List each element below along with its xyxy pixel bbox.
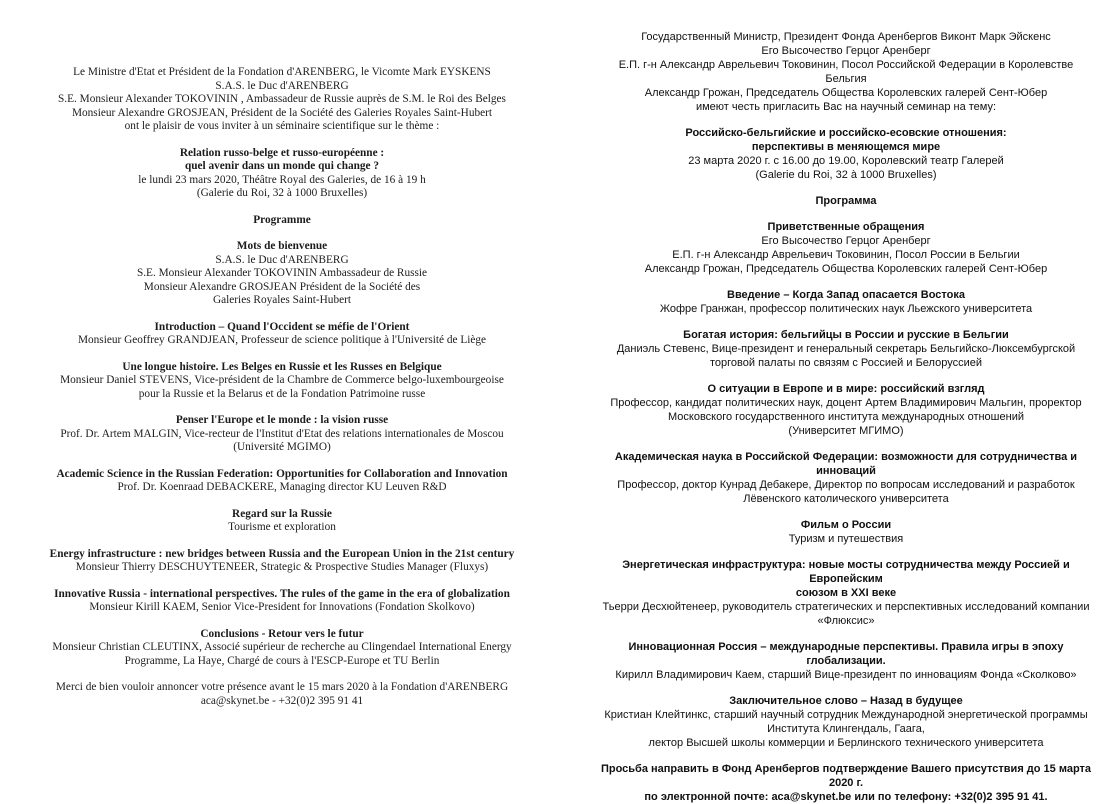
heading-line: Relation russo-belge et russo-européenne : (179, 146, 385, 159)
body-line: (Galerie du Roi, 32 à 1000 Bruxelles) (196, 187, 368, 199)
program-section (598, 328, 1094, 370)
program-section (598, 288, 1094, 316)
body-line: S.A.S. le Duc d'ARENBERG (215, 253, 349, 266)
body-line: ont le plaisir de vous inviter à un séminaire scientifique sur le thème : (124, 120, 440, 132)
heading-line: Programme (253, 213, 311, 226)
body-line: Жофре Гранжан, профессор политических наук Льежского университета (659, 303, 1033, 315)
body-line: 23 марта 2020 г. с 16.00 до 19.00, Королевский театр Галерей (688, 155, 1004, 167)
body-line: Его Высочество Герцог Аренберг (761, 45, 931, 57)
body-line: Кристиан Клейтинкс, старший научный сотрудник Международной энергетической программы (604, 709, 1088, 721)
body-line: Monsieur Christian CLEUTINX, Associé supérieur de recherche au Clingendael International Energy (52, 641, 512, 653)
body-line: Monsieur Geoffrey GRANDJEAN, Professeur de science politique à l'Université de Liège (77, 334, 487, 346)
program-section (36, 214, 528, 228)
heading-line: инноваций (816, 465, 876, 477)
heading-line: Программа (815, 195, 877, 207)
body-line: Туризм и путешествия (788, 533, 904, 545)
body-line: Е.П. г-н Александр Аврельевич Токовинин, Посол России в Бельгии (672, 249, 1020, 261)
heading-line: Introduction – Quand l'Occident se méfie de l'Orient (154, 320, 410, 333)
heading-line: Просьба направить в Фонд Аренбергов подтверждение Вашего присутствия до 15 марта 2020 г. (600, 763, 1092, 789)
body-line: Тьерри Десхюйтенеер, руководитель стратегических и перспективных исследований компании (602, 601, 1090, 613)
body-line: Профессор, кандидат политических наук, доцент Артем Владимирович Мальгин, проректор (610, 397, 1082, 409)
heading-line: Энергетическая инфраструктура: новые мосты сотрудничества между Россией и Европейским (622, 559, 1070, 585)
program-section (36, 508, 528, 535)
body-line: aca@skynet.be - +32(0)2 395 91 41 (200, 694, 364, 707)
body-line: торговой палаты по связям с Россией и Белоруссией (710, 357, 982, 369)
body-line: Александр Грожан, Председатель Общества Королевских галерей Сент-Юбер (644, 263, 1048, 275)
program-section (598, 762, 1094, 804)
body-line: (Galerie du Roi, 32 à 1000 Bruxelles) (755, 169, 937, 181)
program-section (36, 414, 528, 455)
program-section (36, 628, 528, 669)
heading-line: Заключительное слово – Назад в будущее (729, 695, 963, 707)
heading-line: Инновационная Россия – международные перспективы. Правила игры в эпоху глобализации. (628, 641, 1064, 667)
body-line: Prof. Dr. Artem MALGIN, Vice-recteur de l'Institut d'Etat des relations internationales de Moscou (60, 427, 504, 440)
body-line: Государственный Министр, Президент Фонда Аренбергов Виконт Марк Эйскенс (641, 31, 1051, 43)
body-line: лектор Высшей школы коммерции и Берлинского технического университета (648, 737, 1044, 749)
heading-line: Академическая наука в Российской Федерации: возможности для сотрудничества и (614, 451, 1078, 463)
heading-line: Приветственные обращения (767, 221, 925, 233)
body-line: le lundi 23 mars 2020, Théâtre Royal des Galeries, de 16 à 19 h (138, 173, 426, 186)
body-line: Александр Грожан, Председатель Общества Королевских галерей Сент-Юбер (644, 87, 1048, 99)
body-line: Monsieur Alexandre GROSJEAN, Président de la Société des Galeries Royales Saint-Hubert (71, 106, 493, 119)
french-program-column (36, 66, 528, 708)
program-section (598, 558, 1094, 628)
heading-line: Penser l'Europe et le monde : la vision russe (175, 414, 389, 426)
heading-line: О ситуации в Европе и в мире: российский взгляд (707, 383, 985, 395)
heading-line: Academic Science in the Russian Federation: Opportunities for Collaboration and Innovation (56, 467, 508, 480)
program-section (598, 126, 1094, 182)
body-line: «Флюксис» (817, 615, 875, 627)
body-line: Tourisme et exploration (228, 521, 336, 533)
body-line: Prof. Dr. Koenraad DEBACKERE, Managing director KU Leuven R&D (117, 481, 447, 493)
program-section (36, 468, 528, 495)
heading-line: Богатая история: бельгийцы в России и русские в Бельгии (683, 329, 1009, 341)
body-line: Профессор, доктор Кунрад Дебакере, Директор по вопросам исследований и разработок (617, 479, 1075, 491)
program-section (598, 450, 1094, 506)
program-section (36, 588, 528, 615)
body-line: Даниэль Стевенс, Вице-президент и генеральный секретарь Бельгийско-Люксембургской (616, 343, 1076, 355)
russian-program-column (598, 30, 1094, 804)
program-section (598, 518, 1094, 546)
body-line: Le Ministre d'Etat et Président de la Fondation d'ARENBERG, le Vicomte Mark EYSKENS (73, 66, 491, 78)
body-line: Monsieur Alexandre GROSJEAN Président de la Société des (143, 280, 421, 293)
program-section (598, 30, 1094, 114)
heading-line: союзом в XXI веке (795, 587, 897, 599)
body-line: имеют честь пригласить Вас на научный семинар на тему: (695, 101, 997, 113)
body-line: S.E. Monsieur Alexander TOKOVININ , Ambassadeur de Russie auprès de S.M. le Roi des Belges (58, 93, 506, 105)
heading-line: Российско-бельгийские и российско-есовские отношения: (685, 127, 1007, 139)
heading-line: Une longue histoire. Les Belges en Russie et les Russes en Belgique (122, 360, 442, 373)
heading-line: quel avenir dans un monde qui change ? (184, 160, 380, 172)
heading-line: Innovative Russia - international perspectives. The rules of the game in the era of globalization (54, 587, 510, 600)
heading-line: Введение – Когда Запад опасается Востока (727, 289, 965, 301)
body-line: Monsieur Kirill KAEM, Senior Vice-President for Innovations (Fondation Skolkovo) (89, 601, 475, 613)
program-section (598, 194, 1094, 208)
program-section (598, 640, 1094, 682)
program-section (36, 66, 528, 134)
body-line: Его Высочество Герцог Аренберг (761, 235, 931, 247)
body-line: (Университет МГИМО) (788, 425, 904, 437)
body-line: pour la Russie et la Belarus et de la Fondation Patrimoine russe (138, 387, 426, 400)
program-section (36, 321, 528, 348)
body-line: Monsieur Thierry DESCHUYTENEER, Strategic & Prospective Studies Manager (Fluxys) (75, 561, 489, 573)
body-line: Лёвенского католического университета (743, 493, 949, 505)
heading-line: Conclusions - Retour vers le futur (200, 627, 364, 640)
body-line: Кирилл Владимирович Каем, старший Вице-президент по инновациям Фонда «Сколково» (615, 669, 1077, 681)
program-section (598, 694, 1094, 750)
body-line: Programme, La Haye, Chargé de cours à l'ESCP-Europe et TU Berlin (124, 654, 440, 667)
program-section (36, 147, 528, 201)
body-line: S.A.S. le Duc d'ARENBERG (215, 79, 349, 92)
heading-line: Фильм о России (800, 519, 892, 531)
program-section (598, 382, 1094, 438)
program-section (36, 240, 528, 308)
body-line: Monsieur Daniel STEVENS, Vice-président de la Chambre de Commerce belgo-luxembourgeoise (60, 374, 504, 386)
body-line: (Université MGIMO) (233, 441, 331, 453)
body-line: Московского государственного института международных отношений (668, 411, 1024, 423)
program-section (36, 548, 528, 575)
program-section (36, 681, 528, 708)
body-line: Е.П. г-н Александр Аврельевич Токовинин, Посол Российской Федерации в Королевстве Бельгия (618, 59, 1074, 85)
body-line: Института Клингендаль, Гаага, (767, 723, 925, 735)
body-line: S.E. Monsieur Alexander TOKOVININ Ambassadeur de Russie (136, 267, 428, 279)
body-line: Galeries Royales Saint-Hubert (212, 294, 352, 306)
heading-line: по электронной почте: aca@skynet.be или по телефону: +32(0)2 395 91 41. (644, 791, 1048, 803)
heading-line: Regard sur la Russie (232, 507, 332, 520)
program-section (598, 220, 1094, 276)
heading-line: перспективы в меняющемся мире (751, 141, 941, 153)
heading-line: Mots de bienvenue (236, 240, 328, 252)
heading-line: Energy infrastructure : new bridges between Russia and the European Union in the 21st century (49, 547, 515, 560)
body-line: Merci de bien vouloir annoncer votre présence avant le 15 mars 2020 à la Fondation d'ARENBERG (55, 681, 509, 693)
program-section (36, 361, 528, 402)
